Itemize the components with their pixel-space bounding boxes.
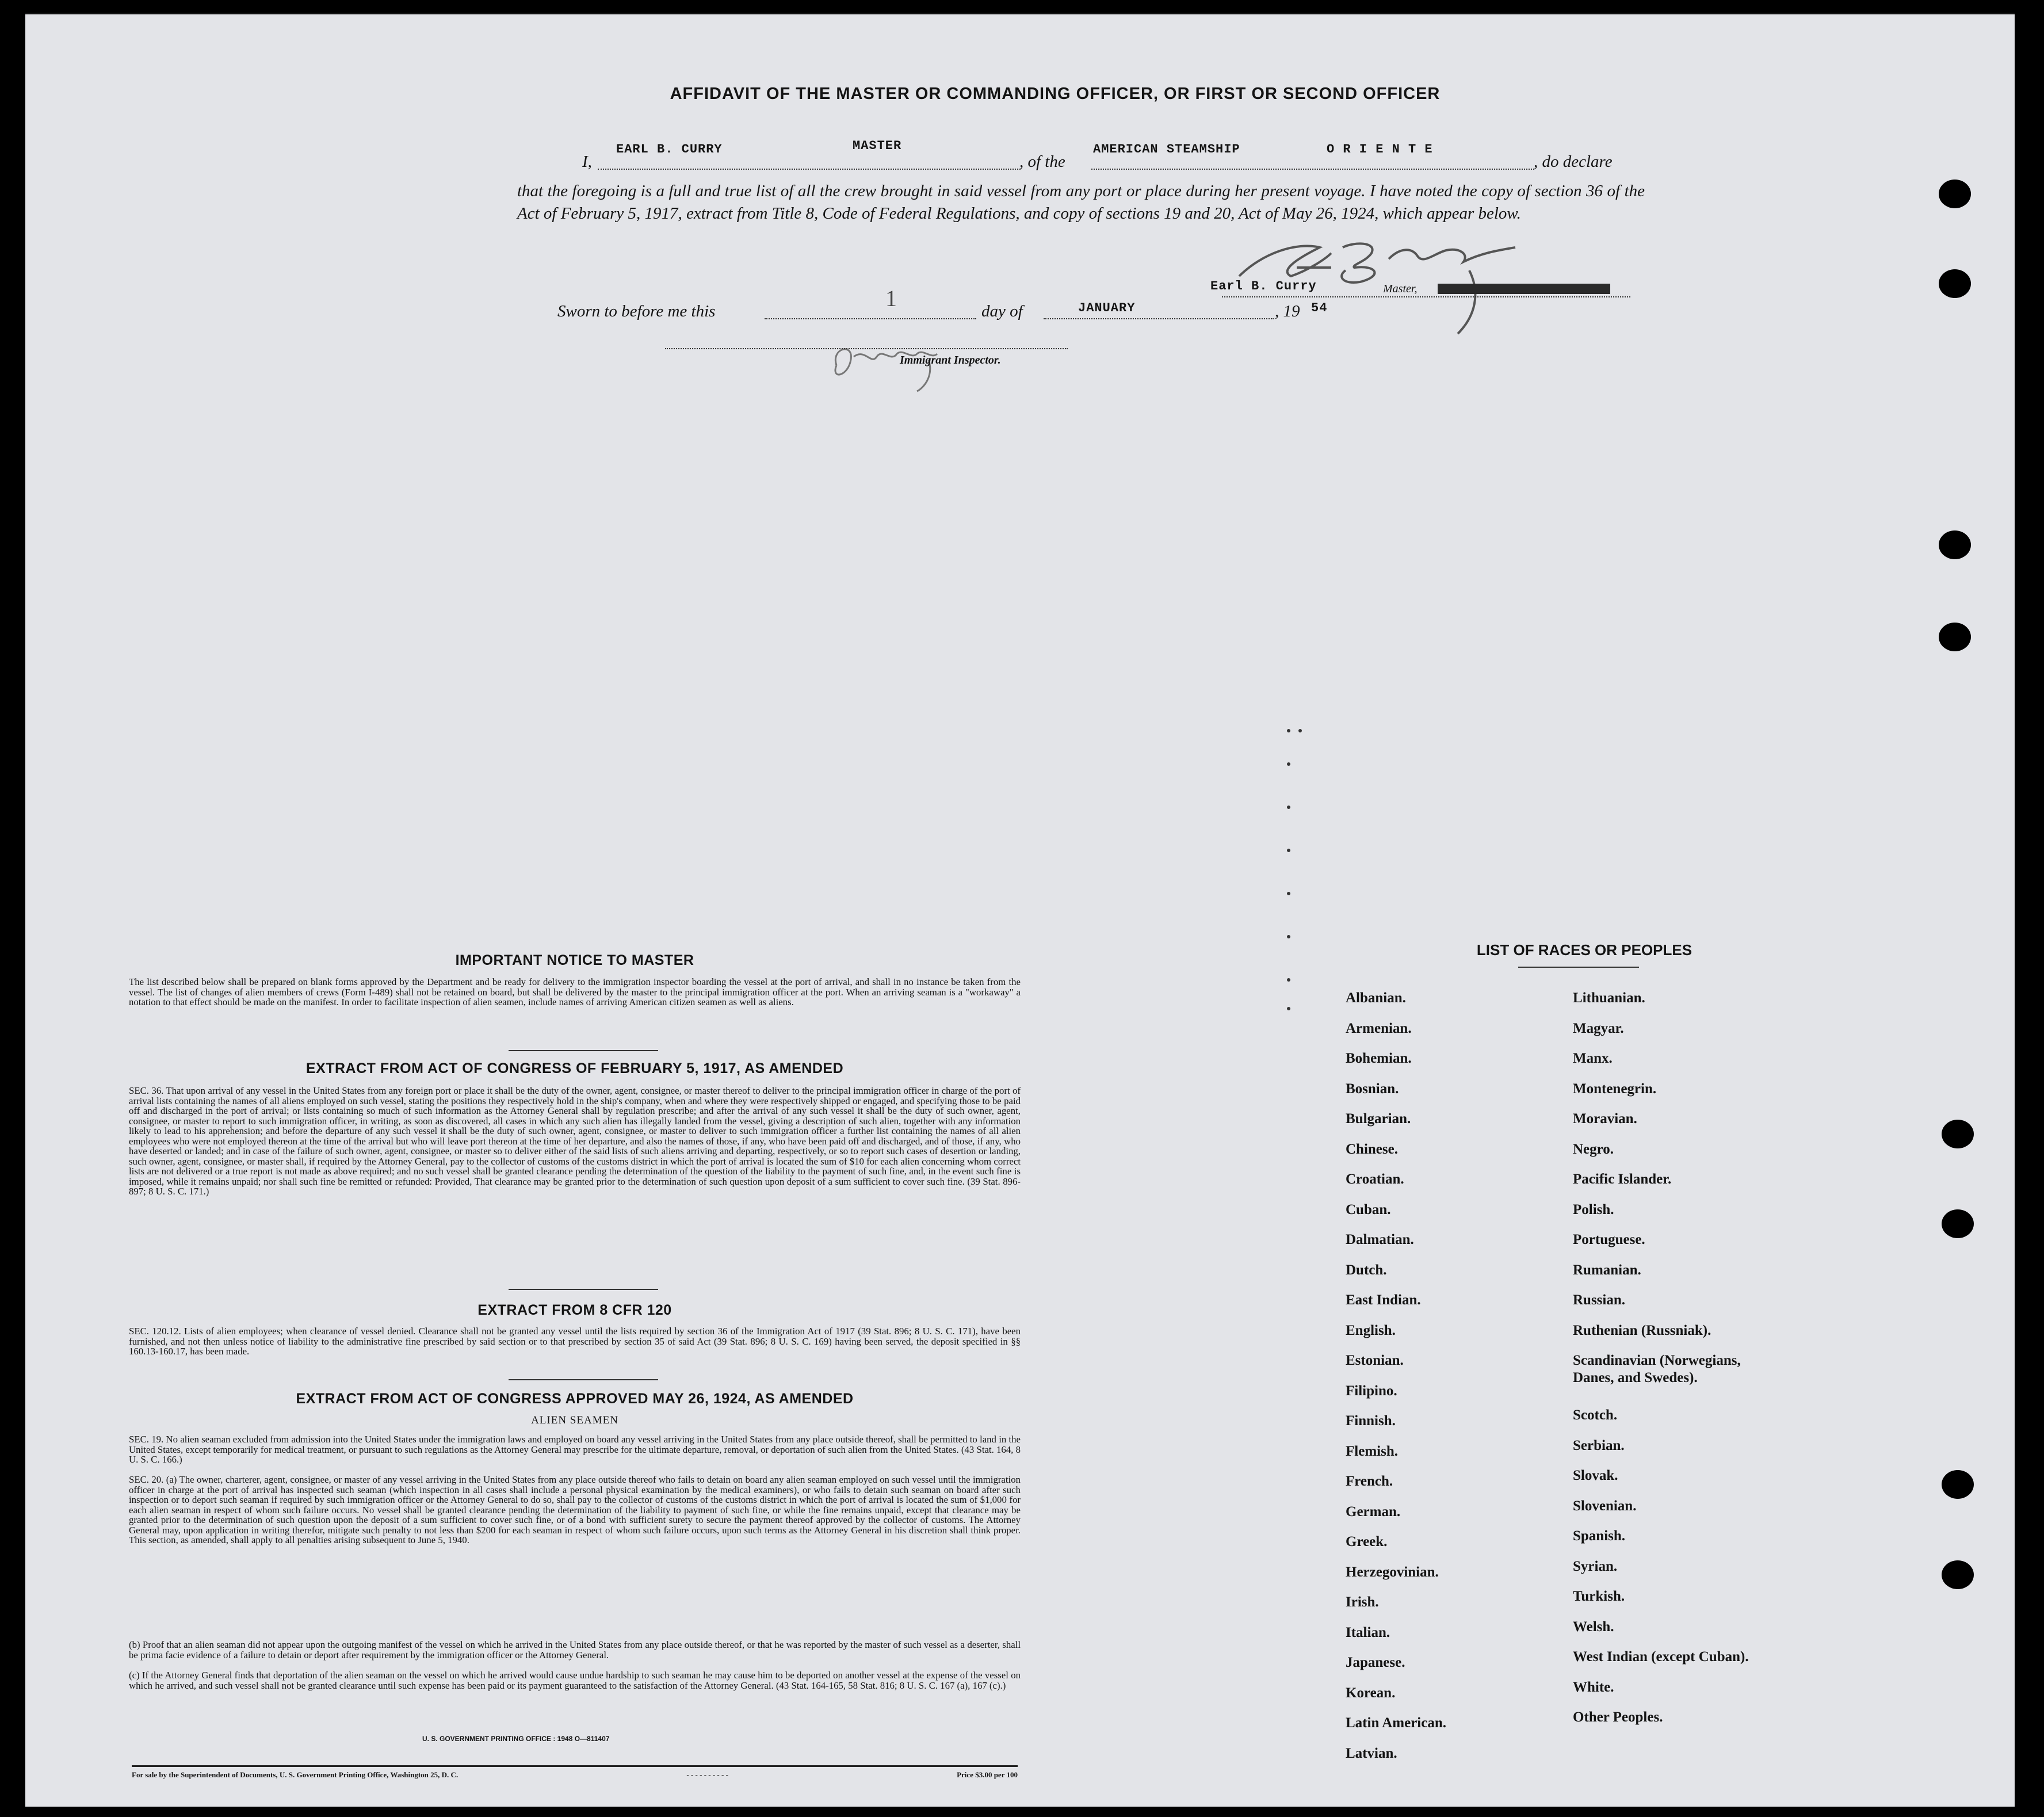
faint-mark: [1287, 935, 1290, 938]
printing-office-line: U. S. GOVERNMENT PRINTING OFFICE : 1948 O—811407: [422, 1735, 610, 1743]
of-the-label: , of the: [1019, 152, 1065, 171]
race-item: Polish.: [1573, 1201, 1614, 1217]
footer-left: For sale by the Superintendent of Documents, U. S. Government Printing Office, Washington 25, D. C.: [132, 1770, 459, 1779]
faint-mark: [1287, 849, 1290, 852]
extract3-title: EXTRACT FROM ACT OF CONGRESS APPROVED MAY 26, 1924, AS AMENDED: [296, 1391, 854, 1407]
race-item: Flemish.: [1346, 1443, 1398, 1459]
punch-hole: [1939, 623, 1971, 651]
year-prefix: , 19: [1275, 302, 1300, 320]
extract2-text: SEC. 120.12. Lists of alien employees; when clearance of vessel denied. Clearance shall not be granted any vessel until the lists required by section 36 of the Immigration Act of 1917 (39 Stat. 896; 8 U. S. C. 171), have been furnished, and not then unless notice of liability to the administrative fine prescribed by said section or to that prescribed by section 35 of said Act (39 Stat. 896; 8 U. S. C. 169) having been served, the deposit specified in §§ 160.13-160.17, has been made.: [129, 1326, 1021, 1357]
sworn-label: Sworn to before me this: [557, 302, 716, 320]
race-item: Serbian.: [1573, 1437, 1625, 1453]
i-label: I,: [582, 152, 592, 171]
race-item: Bulgarian.: [1346, 1111, 1411, 1127]
document-page: [25, 13, 2015, 1807]
inspector-line: [665, 348, 1068, 349]
punch-hole: [1942, 1120, 1974, 1148]
race-item: French.: [1346, 1474, 1393, 1489]
footer-right: Price $3.00 per 100: [957, 1770, 1018, 1779]
race-item: Japanese.: [1346, 1655, 1405, 1670]
race-item: Turkish.: [1573, 1589, 1625, 1604]
race-item: Albanian.: [1346, 990, 1406, 1006]
race-item: Italian.: [1346, 1624, 1390, 1640]
punch-hole: [1939, 269, 1971, 298]
race-item: Slovenian.: [1573, 1498, 1637, 1514]
inspector-label: Immigrant Inspector.: [900, 354, 1001, 367]
race-item: Other Peoples.: [1573, 1709, 1663, 1725]
punch-hole: [1939, 530, 1971, 559]
race-item: Scotch.: [1573, 1407, 1618, 1423]
vessel-type-value: AMERICAN STEAMSHIP: [1093, 142, 1240, 156]
year-suffix: 54: [1311, 301, 1328, 315]
divider-1: [509, 1050, 658, 1051]
faint-mark: [1298, 729, 1302, 732]
sworn-month-value: JANUARY: [1078, 301, 1136, 315]
race-item: Pacific Islander.: [1573, 1171, 1672, 1187]
divider-2: [509, 1289, 658, 1290]
race-item: Dalmatian.: [1346, 1232, 1414, 1247]
affidavit-title: AFFIDAVIT OF THE MASTER OR COMMANDING OFFICER, OR FIRST OR SECOND OFFICER: [670, 85, 1441, 103]
extract3-sec20a: SEC. 20. (a) The owner, charterer, agent, consignee, or master of any vessel arriving in the United States from any place outside thereof who fails to detain on board any alien seaman employed on such vessel until the immigration officer in charge at the port of arrival has inspected such seaman (which inspection in all cases shall include a personal physical examination by the medical examiners), or who fails to detain such seaman on board after such inspection or to deport such seaman if required by such immigration officer or the Attorney General to do so, shall pay to the collector of customs of the customs district in which the port of arrival is located the sum of $1,000 for each alien seaman in respect of whom such failure occurs. No vessel shall be granted clearance pending the determination of the liability to payment of such fine, or while the fine remains unpaid, except that clearance may be granted prior to the determination of such question upon the deposit of a sum sufficient to cover such fine, or of a bond with sufficient surety to secure the payment thereof approved by the collector of customs. The Attorney General may, upon application in writing therefor, mitigate such penalty to not less than $200 for each seaman in respect of whom such failure occurs, upon such terms as the Attorney General in his discretion shall think proper. This section, as amended, shall apply to all penalties arising subsequent to June 5, 1940.: [129, 1474, 1021, 1545]
race-item: Slovak.: [1573, 1468, 1618, 1483]
race-item: Welsh.: [1573, 1618, 1614, 1635]
punch-hole: [1942, 1209, 1974, 1238]
signature-title: Master,: [1383, 283, 1418, 295]
extract3-subtitle: ALIEN SEAMEN: [531, 1414, 618, 1426]
race-item: Bosnian.: [1346, 1081, 1399, 1097]
race-item: Bohemian.: [1346, 1051, 1412, 1066]
faint-mark: [1287, 806, 1290, 809]
race-item: East Indian.: [1346, 1292, 1421, 1308]
race-item: Chinese.: [1346, 1141, 1398, 1157]
race-item: Cuban.: [1346, 1201, 1391, 1217]
race-item: Manx.: [1573, 1051, 1613, 1066]
race-item: Armenian.: [1346, 1020, 1412, 1036]
races-title: LIST OF RACES OR PEOPLES: [1476, 941, 1692, 959]
signature-typed-name: Earl B. Curry: [1210, 279, 1317, 293]
faint-mark: [1287, 892, 1290, 895]
faint-mark: [1287, 1007, 1290, 1010]
race-item: Dutch.: [1346, 1262, 1387, 1278]
notice-title: IMPORTANT NOTICE TO MASTER: [455, 952, 694, 968]
extract1-title: EXTRACT FROM ACT OF CONGRESS OF FEBRUARY 5, 1917, AS AMENDED: [305, 1060, 844, 1077]
race-item: Greek.: [1346, 1534, 1388, 1549]
punch-hole: [1939, 180, 1971, 208]
race-item: Spanish.: [1573, 1528, 1626, 1544]
race-item: Negro.: [1573, 1141, 1614, 1157]
master-name-value: EARL B. CURRY: [616, 142, 723, 156]
race-item: Latin American.: [1346, 1715, 1446, 1731]
divider-3: [509, 1379, 658, 1380]
notice-text: The list described below shall be prepared on blank forms approved by the Department and be ready for delivery to the immigration inspector boarding the vessel at the port of arrival, and shall in no instance be taken from the vessel. The list of changes of alien members of crews (Form I-489) shall not be retained on board, but shall be delivered by the master to the principal immigration officer at the port. When an arriving seaman is a "workaway" a notation to that effect should be made on the manifest. In order to facilitate inspection of alien seamen, include names of arriving American citizen seamen as well as aliens.: [129, 976, 1021, 1007]
master-rank-value: MASTER: [853, 139, 902, 153]
race-item: Estonian.: [1346, 1353, 1404, 1368]
master-name-line: [598, 169, 1021, 170]
race-item: Russian.: [1573, 1292, 1626, 1308]
race-item: Irish.: [1346, 1594, 1379, 1610]
sworn-day-value: 1: [885, 285, 897, 311]
race-item: White.: [1573, 1679, 1614, 1695]
punch-hole: [1942, 1470, 1974, 1499]
footer: [132, 1765, 1018, 1780]
vessel-line: [1091, 169, 1534, 170]
sworn-month-line: [1044, 318, 1274, 319]
day-of-label: day of: [981, 302, 1023, 320]
extract1-text: SEC. 36. That upon arrival of any vessel in the United States from any foreign port or place it shall be the duty of the owner, agent, consignee, or master thereof to deliver to the principal immigration officer in charge of the port of arrival lists containing the names of all aliens employed on such vessel, stating the positions they respectively hold in the ship's company, when and where they were respectively shipped or engaged, and specifying those to be paid off and discharged in the port of arrival; or lists containing so much of such information as the Attorney General shall by regulation prescribe; and after the arrival of any such vessel it shall be the duty of such owner, agent, consignee, or master to report to such immigration officer, in writing, as soon as discovered, all cases in which any such alien has illegally landed from the vessel, giving a description of such alien, together with any information likely to lead to his apprehension; and before the departure of any such vessel it shall be the duty of such owner, agent, consignee, or master to deliver to such immigration officer a further list containing the names of all alien employees who were not employed thereon at the time of the arrival but who will leave port thereon at the time of her departure, and also the names of those, if any, who have been paid off and discharged, and of those, if any, who have deserted or landed; and in case of the failure of such owner, agent, consignee, or master so to deliver either of the said lists of such aliens arriving and departing, respectively, or so to report such cases of desertion or landing, such owner, agent, consignee, or master shall, if required by the Attorney General, pay to the collector of customs of the customs district in which the port of arrival is located the sum of $10 for each alien concerning whom correct lists are not delivered or a true report is not made as above required; and no such vessel shall be granted clearance pending the determination of the question of the liability to the payment of such fine, and, in the event such fine is imposed, while it remains unpaid; nor shall such fine be remitted or refunded: Provided, That clearance may be granted prior to the determination of such question upon deposit of a sum sufficient to cover such fine. (39 Stat. 896-897; 8 U. S. C. 171.): [129, 1085, 1021, 1197]
signature-line: [1222, 296, 1630, 297]
sworn-day-line: [765, 318, 976, 319]
race-item: Croatian.: [1346, 1171, 1404, 1187]
races-divider: [1518, 967, 1639, 968]
extract3-sec20b: (b) Proof that an alien seaman did not appear upon the outgoing manifest of the vessel on which he arrived in the United States from any place outside thereof, or that he was reported by the master of such vessel as a deserter, shall be prima facie evidence of a failure to detain or deport after requirement by the immigration officer or the Attorney General.: [129, 1639, 1021, 1661]
declaration-text: that the foregoing is a full and true list of all the crew brought in said vessel from any port or place during her present voyage. I have noted the copy of section 36 of the Act of February 5, 1917, extract from Title 8, Code of Federal Regulations, and copy of sections 19 and 20, Act of May 26, 1924, which appear below.: [517, 182, 1645, 223]
footer-dashes: - - - - - - - - - -: [686, 1770, 728, 1779]
extract3-sec20c: (c) If the Attorney General finds that deportation of the alien seaman on the vessel on which he arrived would cause undue hardship to such seaman he may cause him to be deported on another vessel at the expense of the vessel on which he arrived, and such vessel shall not be granted clearance until such expense has been paid or its payment guaranteed to the satisfaction of the Attorney General. (43 Stat. 164-165, 58 Stat. 816; 8 U. S. C. 167 (a), 167 (c).): [129, 1670, 1021, 1691]
race-item: Filipino.: [1346, 1383, 1397, 1399]
race-item: Moravian.: [1573, 1111, 1637, 1127]
punch-hole: [1942, 1560, 1974, 1589]
race-item: Ruthenian (Russniak).: [1573, 1322, 1711, 1338]
race-item: Korean.: [1346, 1685, 1396, 1701]
race-item: Herzegovinian.: [1346, 1564, 1439, 1580]
extract3-sec19: SEC. 19. No alien seaman excluded from admission into the United States under the immigration laws and employed on board any vessel arriving in the United States from any place outside thereof, shall be permitted to land in the United States, except temporarily for medical treatment, or pursuant to such regulations as the Attorney General may prescribe for the ultimate departure, removal, or deportation of such alien from the United States. (43 Stat. 164, 8 U. S. C. 166.): [129, 1434, 1021, 1465]
faint-mark: [1287, 762, 1290, 766]
struck-out-title: [1438, 284, 1610, 294]
race-item: Finnish.: [1346, 1413, 1396, 1429]
race-item: Syrian.: [1573, 1558, 1618, 1574]
faint-mark: [1287, 978, 1290, 982]
race-item: Lithuanian.: [1573, 990, 1645, 1006]
do-declare-label: , do declare: [1534, 152, 1613, 171]
race-item: Rumanian.: [1573, 1262, 1641, 1278]
faint-mark: [1287, 729, 1290, 732]
race-item: West Indian (except Cuban).: [1573, 1649, 1749, 1665]
race-item: Portuguese.: [1573, 1232, 1645, 1247]
race-item: English.: [1346, 1322, 1396, 1338]
race-item: Scandinavian (Norwegians,: [1573, 1353, 1741, 1368]
race-item: Latvian.: [1346, 1745, 1397, 1761]
extract2-title: EXTRACT FROM 8 CFR 120: [477, 1302, 672, 1318]
race-item: German.: [1346, 1503, 1401, 1520]
race-item: Montenegrin.: [1573, 1081, 1657, 1097]
race-item: Danes, and Swedes).: [1573, 1370, 1698, 1385]
vessel-name-value: O R I E N T E: [1327, 142, 1433, 156]
race-item: Magyar.: [1573, 1020, 1624, 1036]
